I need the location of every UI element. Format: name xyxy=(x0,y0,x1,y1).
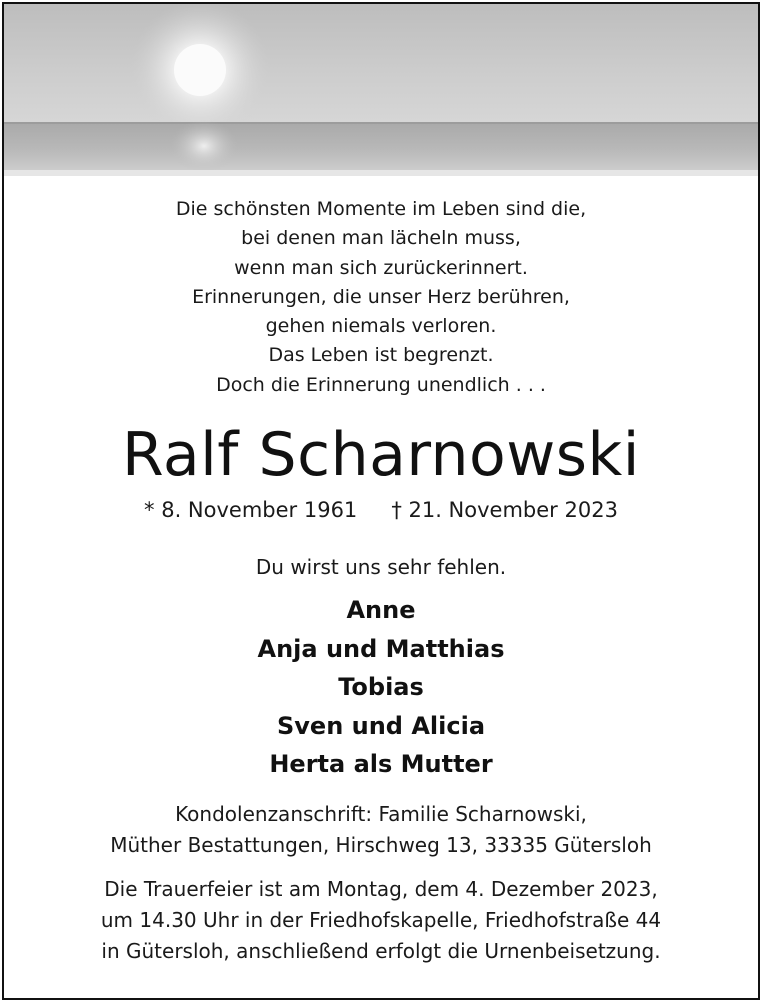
mourner-name: Anja und Matthias xyxy=(257,634,505,663)
life-dates xyxy=(4,495,758,525)
mourner-name: Herta als Mutter xyxy=(269,750,493,778)
contact-line: Kondolenzanschrift: Familie Scharnowski, xyxy=(175,802,587,826)
farewell-message: Du wirst uns sehr fehlen. xyxy=(255,555,507,579)
poem-line: Das Leben ist begrenzt. xyxy=(268,344,494,367)
sunset-image xyxy=(4,4,758,176)
obituary-notice xyxy=(2,2,760,1000)
poem-line: gehen niemals verloren. xyxy=(265,315,497,338)
sunset-sea-banner xyxy=(4,4,758,176)
service-line: Die Trauerfeier ist am Montag, dem 4. Dezember 2023, xyxy=(104,877,658,901)
mourners-list xyxy=(4,591,758,784)
deceased-name: Ralf Scharnowski xyxy=(122,420,640,490)
poem-line: Doch die Erinnerung unendlich . . . xyxy=(216,373,546,396)
death-date: † 21. November 2023 xyxy=(391,498,618,522)
memorial-poem xyxy=(4,195,758,400)
mourner-name: Anne xyxy=(346,596,416,624)
service-line: in Gütersloh, anschließend erfolgt die Urnenbeisetzung. xyxy=(101,939,661,963)
mourner-name: Sven und Alicia xyxy=(276,711,486,740)
poem-line: bei denen man lächeln muss, xyxy=(241,227,521,250)
mourner-name: Tobias xyxy=(338,673,424,701)
condolence-address xyxy=(4,799,758,861)
poem-line: Erinnerungen, die unser Herz berühren, xyxy=(192,285,570,308)
contact-line: Müther Bestattungen, Hirschweg 13, 33335 Gütersloh xyxy=(110,833,652,857)
birth-date: * 8. November 1961 xyxy=(144,498,358,522)
service-line: um 14.30 Uhr in der Friedhofskapelle, Friedhofstraße 44 xyxy=(100,908,662,932)
poem-line: wenn man sich zurückerinnert. xyxy=(234,256,528,279)
funeral-service-info xyxy=(4,874,758,967)
poem-line: Die schönsten Momente im Leben sind die, xyxy=(175,198,587,220)
